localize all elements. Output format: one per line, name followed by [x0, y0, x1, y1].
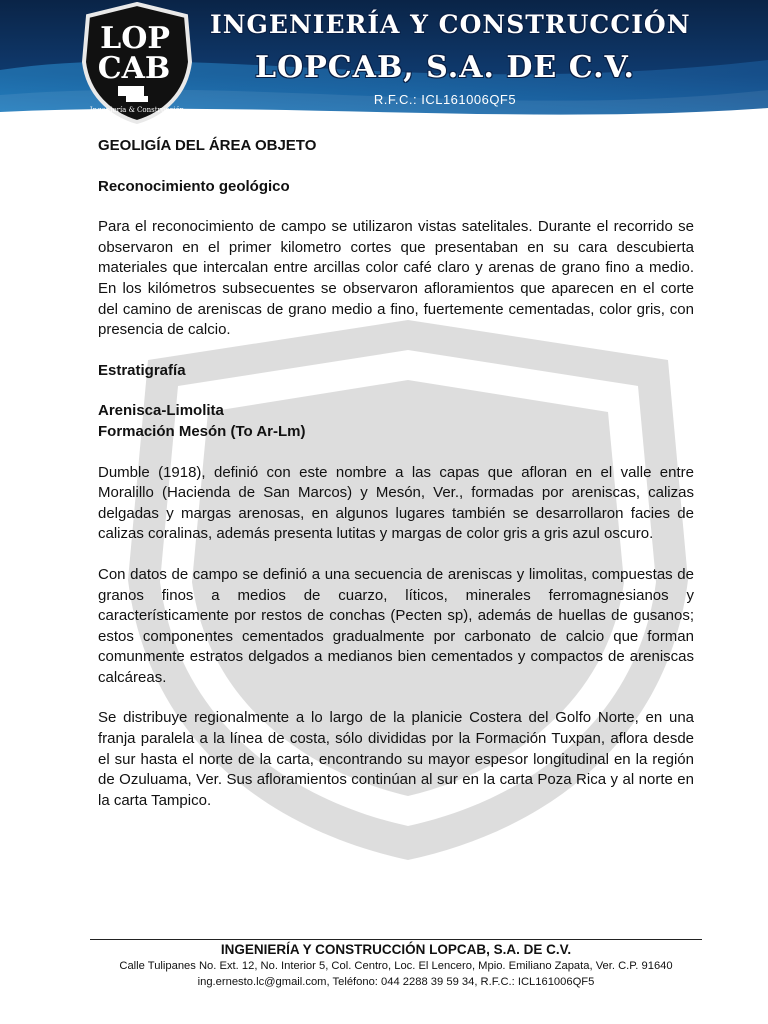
subheading-sandstone-limolite: Arenisca-Limolita [98, 402, 224, 420]
header-title-line1: INGENIERÍA Y CONSTRUCCIÓN [210, 10, 691, 39]
footer-company: INGENIERÍA Y CONSTRUCCIÓN LOPCAB, S.A. DE C.V. [220, 942, 572, 957]
paragraph-survey: Para el reconocimiento de campo se utilizaron vistas satelitales. Durante el recorrido se observaron en el primer kilometro cortes que presentaban en su cara descubierta materiales que intercalan entre arcillas color café claro y arenas de grano fino a medio. En los kilómetros subsecuentes se observaron afloramientos que aparecen en el corte del camino de areniscas de grano medio a fino, fuertemente cementadas, color gris, con presencia de calcio. [98, 218, 694, 339]
subheading-stratigraphy: Estratigrafía [98, 361, 186, 379]
company-logo [78, 2, 196, 124]
excavator-icon [118, 86, 144, 96]
paragraph-dumble: Dumble (1918), definió con este nombre a las capas que afloran en el valle entre Moralillo (Hacienda de San Marcos) y Mesón, Ver., formadas por areniscas, calizas delgadas y margas arenosas, en algunos lugares también se desarrollaron facies de calizas coralinas, además presenta lutitas y margas de color gris a gris azul oscuro. [98, 463, 694, 543]
paragraph-field-data: Con datos de campo se definió a una secuencia de areniscas y limolitas, compuestas de granos finos a medios de cuarzo, líticos, minerales ferromagnesianos y característicamente por restos de conchas (Pecten sp), además de huellas de gusanos; estos componentes cementados gradualmente por carbonato de calcio que forman comunmente estratos delgados a medianos bien cementados y compactos de areniscas calcáreas. [98, 565, 694, 686]
logo-bottom-text: CAB [97, 51, 171, 86]
paragraph-distribution: Se distribuye regionalmente a lo largo de la planicie Costera del Golfo Norte, en una franja paralela a la línea de costa, sólo divididas por la Formación Tuxpan, aflora desde el sur hasta el norte de la carta, encontrando su mayor espesor longitudinal en la región de Ozuluama, Ver. Sus afloramientos continúan al sur en la carta Poza Rica y al norte en la carta Tampico. [98, 709, 694, 809]
section-heading-geology: GEOLIGÍA DEL ÁREA OBJETO [98, 137, 317, 154]
letterhead-header [0, 0, 768, 125]
subheading-geological-survey: Reconocimiento geológico [98, 177, 290, 195]
footer-contact: ing.ernesto.lc@gmail.com, Teléfono: 044 2288 39 59 34, R.F.C.: ICL161006QF5 [197, 976, 595, 988]
logo-ring-text: Ingeniería & Construcción [89, 106, 185, 114]
header-rfc: R.F.C.: ICL161006QF5 [373, 92, 517, 107]
logo-top-text: LOP [100, 21, 170, 56]
document-body [98, 136, 694, 811]
subheading-meson-formation: Formación Mesón (To Ar-Lm) [98, 422, 306, 440]
header-title-line2: LOPCAB, S.A. DE C.V. [255, 50, 635, 85]
footer-address: Calle Tulipanes No. Ext. 12, No. Interior 5, Col. Centro, Loc. El Lencero, Mpio. Emiliano Zapata, Ver. C.P. 91640 [119, 960, 673, 972]
footer-divider [90, 939, 702, 940]
